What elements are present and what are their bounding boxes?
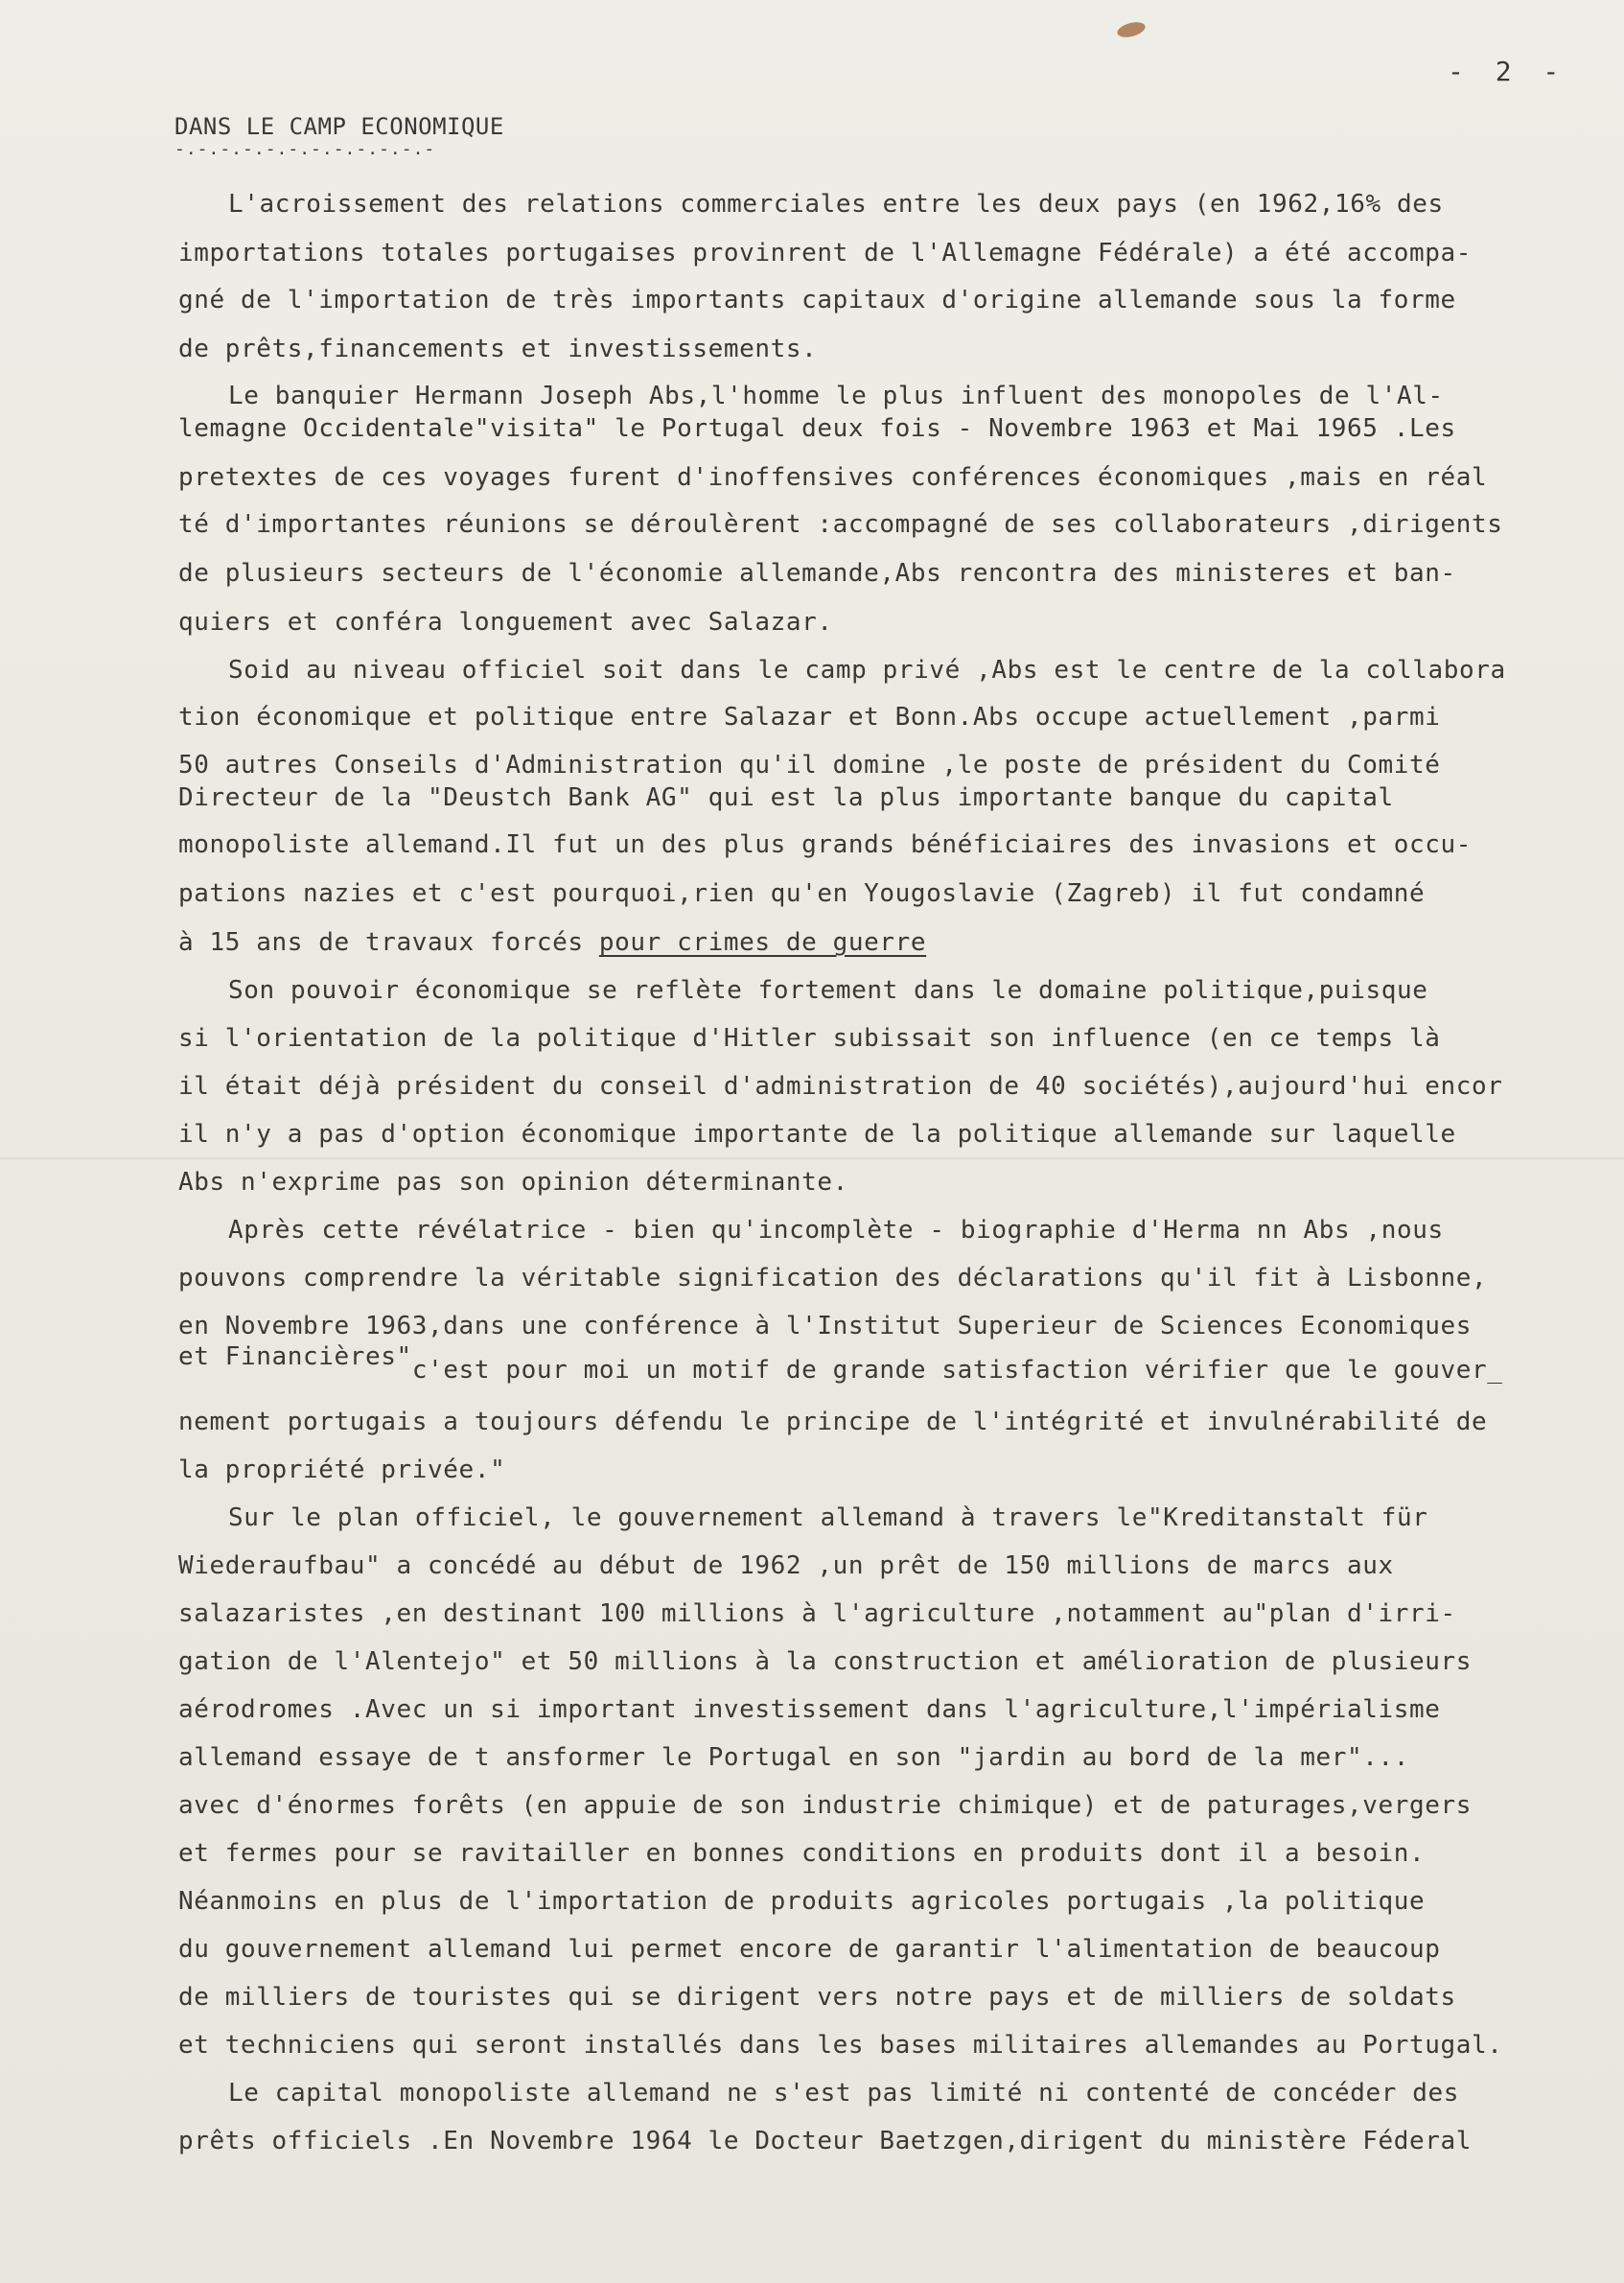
text-line: L'acroissement des relations commerciales entre les deux pays (en 1962,16% des [228,190,1444,219]
text-segment: et Financières" [178,1342,412,1371]
text-line: avec d'énormes forêts (en appuie de son industrie chimique) et de paturages,vergers [178,1791,1473,1820]
text-line: gation de l'Alentejo" et 50 millions à la construction et amélioration de plusieurs [178,1647,1473,1676]
text-line: aérodromes .Avec un si important investissement dans l'agriculture,l'impérialisme [178,1695,1441,1724]
text-line: quiers et conféra longuement avec Salazar. [178,608,833,637]
text-line: en Novembre 1963,dans une conférence à l'Institut Superieur de Sciences Economiques [178,1312,1473,1340]
text-line: pouvons comprendre la véritable signification des déclarations qu'il fit à Lisbonne, [178,1264,1488,1293]
text-line: la propriété privée." [178,1456,506,1484]
text-line: Soid au niveau officiel soit dans le camp privé ,Abs est le centre de la collabora [228,656,1506,685]
text-line: importations totales portugaises provinrent de l'Allemagne Fédérale) a été accompa- [178,239,1473,268]
text-line: pations nazies et c'est pourquoi,rien qu'en Yougoslavie (Zagreb) il fut condamné [178,879,1426,908]
text-line: Abs n'exprime pas son opinion déterminante. [178,1168,848,1197]
text-line: Après cette révélatrice - bien qu'incomplète - biographie d'Herma nn Abs ,nous [228,1216,1444,1245]
text-line: salazaristes ,en destinant 100 millions à l'agriculture ,notamment au"plan d'irri- [178,1599,1456,1628]
text-segment: c'est pour moi un motif de grande satisfaction vérifier que le gouver_ [411,1356,1503,1385]
text-line: Wiederaufbau" a concédé au début de 1962 ,un prêt de 150 millions de marcs aux [178,1551,1394,1580]
text-line: té d'importantes réunions se déroulèrent :accompagné de ses collaborateurs ,dirigents [178,510,1503,539]
page-number: - 2 - [1448,56,1567,87]
text-line: monopoliste allemand.Il fut un des plus grands bénéficiaires des invasions et occu- [178,830,1473,859]
text-line: Le banquier Hermann Joseph Abs,l'homme le plus influent des monopoles de l'Al- [228,382,1444,410]
text-line: si l'orientation de la politique d'Hitler subissait son influence (en ce temps là [178,1024,1441,1053]
paper-fold [0,1156,1624,1160]
text-line: Le capital monopoliste allemand ne s'est pas limité ni contenté de concéder des [228,2079,1460,2108]
paper-stain [1116,19,1148,39]
underlined-phrase: pour crimes de guerre [598,928,927,957]
text-line: et techniciens qui seront installés dans les bases militaires allemandes au Portugal. [178,2031,1503,2060]
text-line [178,928,926,957]
text-segment: à 15 ans de travaux forcés [178,928,599,957]
text-line: allemand essaye de t ansformer le Portugal en son "jardin au bord de la mer"... [178,1743,1410,1772]
text-line: nement portugais a toujours défendu le principe de l'intégrité et invulnérabilité de [178,1408,1488,1436]
text-line: de milliers de touristes qui se dirigent vers notre pays et de milliers de soldats [178,1983,1456,2012]
text-line: Directeur de la "Deustch Bank AG" qui est la plus importante banque du capital [178,783,1394,812]
text-line: prêts officiels .En Novembre 1964 le Docteur Baetzgen,dirigent du ministère Féderal [178,2127,1473,2155]
text-line: Néanmoins en plus de l'importation de produits agricoles portugais ,la politique [178,1887,1426,1916]
text-line: il était déjà président du conseil d'administration de 40 sociétés),aujourd'hui encor [178,1072,1503,1101]
section-heading: DANS LE CAMP ECONOMIQUE [174,113,504,140]
text-line: de plusieurs secteurs de l'économie allemande,Abs rencontra des ministeres et ban- [178,559,1456,588]
heading-underline: -.-.-.-.-.-.-.-.-.-.-.- [174,139,436,159]
text-line: lemagne Occidentale"visita" le Portugal deux fois - Novembre 1963 et Mai 1965 .Les [178,414,1456,443]
text-line: tion économique et politique entre Salazar et Bonn.Abs occupe actuellement ,parmi [178,703,1441,732]
text-line: de prêts,financements et investissements. [178,335,818,363]
text-line [178,1342,1503,1385]
text-line: Sur le plan officiel, le gouvernement allemand à travers le"Kreditanstalt für [228,1503,1428,1532]
text-line: Son pouvoir économique se reflète fortement dans le domaine politique,puisque [228,976,1428,1005]
text-line: pretextes de ces voyages furent d'inoffensives conférences économiques ,mais en réal [178,463,1488,492]
text-line: et fermes pour se ravitailler en bonnes conditions en produits dont il a besoin. [178,1839,1426,1868]
text-line: du gouvernement allemand lui permet encore de garantir l'alimentation de beaucoup [178,1935,1441,1964]
text-line: il n'y a pas d'option économique importante de la politique allemande sur laquelle [178,1120,1456,1149]
text-line: gné de l'importation de très importants capitaux d'origine allemande sous la forme [178,286,1456,314]
text-line: 50 autres Conseils d'Administration qu'il domine ,le poste de président du Comité [178,751,1441,780]
